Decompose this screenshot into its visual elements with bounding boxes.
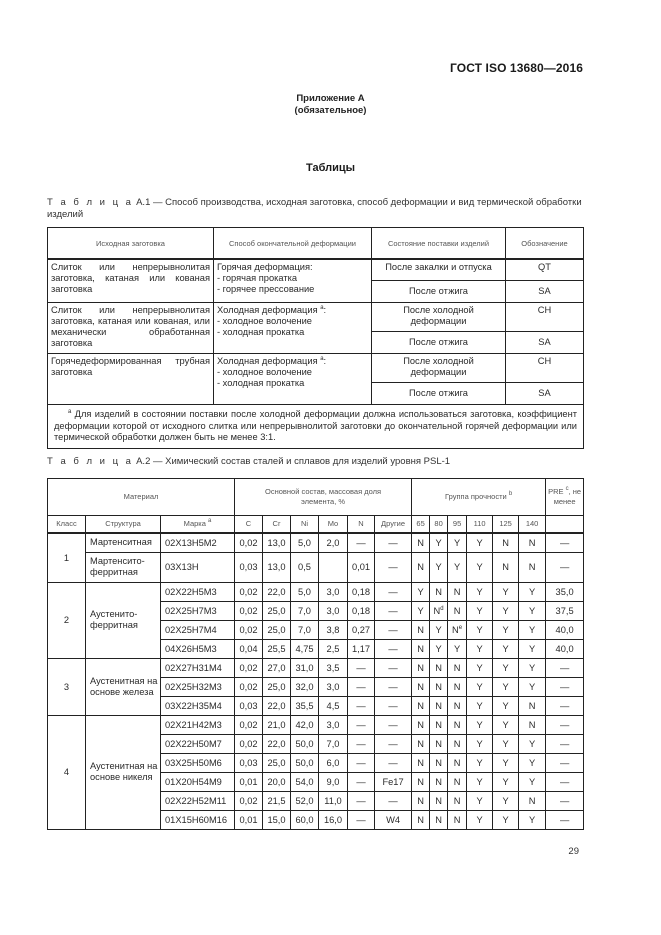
cr-cell: 22,0 [263, 582, 291, 601]
header-grade: Марка $^a$ [161, 516, 235, 533]
mo-cell: 3,0 [319, 715, 348, 734]
source-cell: Слиток или непрерывнолитая заготовка, катаная или кованая заготовка [48, 259, 214, 303]
state-cell: После отжига [372, 281, 506, 303]
group-95-cell: N [448, 753, 467, 772]
deformation-cell [214, 259, 372, 303]
group-65-cell: N [412, 810, 430, 829]
group-140-cell: Y [519, 582, 546, 601]
group-80-cell: N [430, 753, 448, 772]
n-cell: 0,18 [348, 582, 375, 601]
group-125-cell: Y [493, 620, 519, 639]
grade-cell: 02Х22Н52М11 [161, 791, 235, 810]
deformation-cell: Холодная деформация $^a$: - холодное волочение - холодная прокатка [214, 303, 372, 354]
group-125-cell: Y [493, 734, 519, 753]
annex-title: Приложение А [296, 93, 365, 104]
group-95-cell: N [448, 696, 467, 715]
header-element-mo: Mo [319, 516, 348, 533]
table-row [48, 259, 584, 281]
grade-cell: 02Х25Н32М3 [161, 677, 235, 696]
n-cell: — [348, 734, 375, 753]
pre-cell: — [546, 696, 584, 715]
grade-cell: 02Х25Н7М3 [161, 601, 235, 620]
col-header-source: Исходная заготовка [48, 228, 214, 260]
group-110-cell: Y [467, 772, 493, 791]
group-80-cell: N [430, 715, 448, 734]
state-cell: После закалки и отпуска [372, 259, 506, 281]
group-65-cell: Y [412, 601, 430, 620]
grade-cell: 02Х21Н42М3 [161, 715, 235, 734]
group-140-cell: Y [519, 772, 546, 791]
col-header-deformation: Способ окончательной деформации [214, 228, 372, 260]
pre-cell: 35,0 [546, 582, 584, 601]
c-cell: 0,03 [235, 753, 263, 772]
cr-cell: 25,0 [263, 753, 291, 772]
pre-cell: — [546, 658, 584, 677]
n-cell: 0,01 [348, 552, 375, 582]
mo-cell: 9,0 [319, 772, 348, 791]
group-125-cell: Y [493, 715, 519, 734]
mo-cell: 11,0 [319, 791, 348, 810]
group-80-cell: N [430, 582, 448, 601]
pre-cell: — [546, 772, 584, 791]
group-80-cell: N [430, 810, 448, 829]
grade-cell: 03Х13Н [161, 552, 235, 582]
group-110-cell: Y [467, 658, 493, 677]
ni-cell: 35,5 [291, 696, 319, 715]
group-110-cell: Y [467, 601, 493, 620]
group-80-cell: N [430, 772, 448, 791]
group-110-cell: Y [467, 810, 493, 829]
group-125-cell: Y [493, 658, 519, 677]
other-cell: — [375, 620, 412, 639]
group-110-cell: Y [467, 582, 493, 601]
group-80-cell: N [430, 791, 448, 810]
deformation-item: - горячее прессование [217, 284, 315, 294]
cr-cell: 21,0 [263, 715, 291, 734]
grade-cell: 01Х20Н54М9 [161, 772, 235, 791]
class-cell: 2 [48, 582, 86, 658]
class-cell: 1 [48, 533, 86, 583]
code-cell: SA [506, 383, 584, 405]
col-header-state: Состояние поставки изделий [372, 228, 506, 260]
header-group-125: 125 [493, 516, 519, 533]
ni-cell: 42,0 [291, 715, 319, 734]
other-cell: — [375, 601, 412, 620]
table-row [48, 533, 584, 553]
cr-cell: 25,0 [263, 620, 291, 639]
other-cell: Fe17 [375, 772, 412, 791]
code-cell: QT [506, 259, 584, 281]
group-65-cell: N [412, 677, 430, 696]
caption-text: А.1 — Способ производства, исходная заготовка, способ деформации и вид термической обработки изделий [47, 197, 582, 220]
table-a2-caption [47, 456, 583, 468]
header-element-ni: Ni [291, 516, 319, 533]
n-cell: — [348, 715, 375, 734]
cr-cell: 22,0 [263, 696, 291, 715]
group-125-cell: Y [493, 601, 519, 620]
mo-cell: 2,5 [319, 639, 348, 658]
header-group-140: 140 [519, 516, 546, 533]
footnote-row [48, 405, 584, 449]
structure-cell: Аустенитная на основе никеля [86, 715, 161, 829]
cr-cell: 25,5 [263, 639, 291, 658]
pre-cell: 40,0 [546, 639, 584, 658]
other-cell: — [375, 533, 412, 553]
source-cell: Слиток или непрерывнолитая заготовка, катаная или кованая, или механически обработанная заготовка [48, 303, 214, 354]
mo-cell: 3,0 [319, 601, 348, 620]
grade-cell: 02Х27Н31М4 [161, 658, 235, 677]
group-110-cell: Y [467, 696, 493, 715]
group-95-cell: $N^e$ [448, 620, 467, 639]
cr-cell: 27,0 [263, 658, 291, 677]
ni-cell: 50,0 [291, 734, 319, 753]
pre-cell: — [546, 533, 584, 553]
group-95-cell: N [448, 810, 467, 829]
mo-cell: 2,0 [319, 533, 348, 553]
mo-cell: 3,0 [319, 677, 348, 696]
grade-cell: 03Х25Н50М6 [161, 753, 235, 772]
state-cell: После холодной деформации [372, 303, 506, 332]
group-80-cell: Y [430, 533, 448, 553]
group-110-cell: Y [467, 715, 493, 734]
footnote-mark: a [68, 409, 72, 415]
table-a1-footnote [48, 405, 584, 449]
n-cell: — [348, 753, 375, 772]
table-row [48, 303, 584, 332]
group-140-cell: N [519, 533, 546, 553]
source-cell: Горячедеформированная трубная заготовка [48, 354, 214, 405]
group-125-cell: Y [493, 677, 519, 696]
cr-cell: 21,5 [263, 791, 291, 810]
group-140-cell: Y [519, 639, 546, 658]
grade-cell: 03Х22Н35М4 [161, 696, 235, 715]
deformation-item: - холодная прокатка [217, 378, 305, 388]
ni-cell: 7,0 [291, 620, 319, 639]
state-cell: После холодной деформации [372, 354, 506, 383]
deformation-title: Горячая деформация: [217, 262, 313, 272]
c-cell: 0,01 [235, 810, 263, 829]
group-65-cell: N [412, 552, 430, 582]
table-row [48, 715, 584, 734]
group-80-cell: N [430, 677, 448, 696]
header-material: Материал [48, 479, 235, 516]
ni-cell: 50,0 [291, 753, 319, 772]
other-cell: — [375, 734, 412, 753]
pre-cell: — [546, 810, 584, 829]
group-125-cell: Y [493, 791, 519, 810]
other-cell: — [375, 715, 412, 734]
group-140-cell: Y [519, 734, 546, 753]
col-header-code: Обозначение [506, 228, 584, 260]
header-pre: PRE $^c$, не менее [546, 479, 584, 516]
ni-cell: 5,0 [291, 533, 319, 553]
structure-cell: Мартенсито-ферритная [86, 552, 161, 582]
cr-cell: 13,0 [263, 552, 291, 582]
group-140-cell: Y [519, 810, 546, 829]
group-125-cell: Y [493, 639, 519, 658]
other-cell: — [375, 658, 412, 677]
c-cell: 0,02 [235, 620, 263, 639]
header-pre-empty [546, 516, 584, 533]
group-65-cell: N [412, 658, 430, 677]
c-cell: 0,02 [235, 658, 263, 677]
deformation-item: - холодное волочение [217, 316, 312, 326]
grade-cell: 02Х22Н50М7 [161, 734, 235, 753]
group-95-cell: N [448, 677, 467, 696]
other-cell: — [375, 791, 412, 810]
table-row [48, 552, 584, 582]
group-110-cell: Y [467, 639, 493, 658]
header-class: Класс [48, 516, 86, 533]
group-65-cell: N [412, 791, 430, 810]
group-110-cell: Y [467, 552, 493, 582]
table-a1 [47, 227, 584, 449]
group-65-cell: N [412, 715, 430, 734]
group-65-cell: N [412, 533, 430, 553]
header-group-110: 110 [467, 516, 493, 533]
pre-cell: — [546, 791, 584, 810]
mo-cell: 6,0 [319, 753, 348, 772]
n-cell: — [348, 791, 375, 810]
header-group-80: 80 [430, 516, 448, 533]
table-a2 [47, 478, 584, 830]
header-group-95: 95 [448, 516, 467, 533]
group-65-cell: N [412, 772, 430, 791]
c-cell: 0,02 [235, 734, 263, 753]
header-element-cr: Cr [263, 516, 291, 533]
page-number: 29 [568, 846, 579, 857]
header-group-65: 65 [412, 516, 430, 533]
group-95-cell: N [448, 715, 467, 734]
structure-cell: Аустенито-ферритная [86, 582, 161, 658]
header-composition: Основной состав, массовая доля элемента, % [235, 479, 412, 516]
grade-cell: 02Х22Н5М3 [161, 582, 235, 601]
cr-cell: 25,0 [263, 677, 291, 696]
other-cell: W4 [375, 810, 412, 829]
ni-cell: 0,5 [291, 552, 319, 582]
group-65-cell: N [412, 620, 430, 639]
structure-cell: Мартенситная [86, 533, 161, 553]
group-110-cell: Y [467, 753, 493, 772]
group-110-cell: Y [467, 791, 493, 810]
group-65-cell: N [412, 734, 430, 753]
n-cell: — [348, 677, 375, 696]
c-cell: 0,01 [235, 772, 263, 791]
section-title: Таблицы [306, 162, 355, 174]
group-140-cell: N [519, 715, 546, 734]
table-row [48, 658, 584, 677]
group-95-cell: Y [448, 552, 467, 582]
group-110-cell: Y [467, 734, 493, 753]
group-80-cell: Y [430, 620, 448, 639]
mo-cell: 3,8 [319, 620, 348, 639]
group-80-cell: N [430, 658, 448, 677]
group-80-cell: N [430, 734, 448, 753]
ni-cell: 4,75 [291, 639, 319, 658]
c-cell: 0,03 [235, 696, 263, 715]
group-110-cell: Y [467, 677, 493, 696]
ni-cell: 54,0 [291, 772, 319, 791]
header-element-other: Другие [375, 516, 412, 533]
class-cell: 4 [48, 715, 86, 829]
n-cell: — [348, 658, 375, 677]
c-cell: 0,02 [235, 601, 263, 620]
group-95-cell: Y [448, 533, 467, 553]
n-cell: — [348, 772, 375, 791]
pre-cell: 37,5 [546, 601, 584, 620]
pre-cell: 40,0 [546, 620, 584, 639]
header-element-c: C [235, 516, 263, 533]
other-cell: — [375, 552, 412, 582]
c-cell: 0,02 [235, 533, 263, 553]
ni-cell: 52,0 [291, 791, 319, 810]
other-cell: — [375, 753, 412, 772]
group-65-cell: Y [412, 582, 430, 601]
group-140-cell: Y [519, 620, 546, 639]
mo-cell: 7,0 [319, 734, 348, 753]
n-cell: 0,18 [348, 601, 375, 620]
group-95-cell: N [448, 658, 467, 677]
pre-cell: — [546, 677, 584, 696]
group-140-cell: N [519, 696, 546, 715]
n-cell: — [348, 533, 375, 553]
other-cell: — [375, 677, 412, 696]
group-140-cell: Y [519, 677, 546, 696]
group-65-cell: N [412, 696, 430, 715]
pre-cell: — [546, 715, 584, 734]
deformation-cell: Холодная деформация $^a$: - холодное волочение - холодная прокатка [214, 354, 372, 405]
group-95-cell: N [448, 791, 467, 810]
cr-cell: 20,0 [263, 772, 291, 791]
deformation-item: - холодное волочение [217, 367, 312, 377]
n-cell: — [348, 810, 375, 829]
group-140-cell: Y [519, 658, 546, 677]
grade-cell: 02Х13Н5М2 [161, 533, 235, 553]
group-80-cell: N [430, 696, 448, 715]
header-strength-group: Группа прочности $^b$ [412, 479, 546, 516]
group-65-cell: N [412, 753, 430, 772]
group-65-cell: N [412, 639, 430, 658]
ni-cell: 5,0 [291, 582, 319, 601]
other-cell: — [375, 696, 412, 715]
n-cell: 1,17 [348, 639, 375, 658]
mo-cell: 3,5 [319, 658, 348, 677]
n-cell: — [348, 696, 375, 715]
group-125-cell: Y [493, 582, 519, 601]
c-cell: 0,02 [235, 791, 263, 810]
group-95-cell: Y [448, 639, 467, 658]
deformation-item: - холодная прокатка [217, 327, 305, 337]
structure-cell: Аустенитная на основе железа [86, 658, 161, 715]
group-80-cell: $N^d$ [430, 601, 448, 620]
group-80-cell: Y [430, 552, 448, 582]
code-cell: SA [506, 332, 584, 354]
code-cell: CH [506, 354, 584, 383]
group-95-cell: N [448, 582, 467, 601]
c-cell: 0,04 [235, 639, 263, 658]
group-140-cell: Y [519, 601, 546, 620]
header-element-n: N [348, 516, 375, 533]
footnote-mark: a [320, 305, 324, 311]
c-cell: 0,02 [235, 582, 263, 601]
state-cell: После отжига [372, 332, 506, 354]
cr-cell: 25,0 [263, 601, 291, 620]
grade-cell: 02Х25Н7М4 [161, 620, 235, 639]
group-95-cell: N [448, 772, 467, 791]
n-cell: 0,27 [348, 620, 375, 639]
group-110-cell: Y [467, 533, 493, 553]
mo-cell: 16,0 [319, 810, 348, 829]
c-cell: 0,03 [235, 552, 263, 582]
mo-cell: 4,5 [319, 696, 348, 715]
table-row [48, 354, 584, 383]
grade-cell: 01Х15Н60М16 [161, 810, 235, 829]
standard-code: ГОСТ ISO 13680—2016 [450, 61, 583, 75]
group-140-cell: Y [519, 753, 546, 772]
deformation-title: Холодная деформация [217, 356, 318, 366]
caption-text: А.2 — Химический состав сталей и сплавов для изделий уровня PSL-1 [136, 456, 451, 467]
ni-cell: 60,0 [291, 810, 319, 829]
code-cell: CH [506, 303, 584, 332]
ni-cell: 32,0 [291, 677, 319, 696]
header-structure: Структура [86, 516, 161, 533]
caption-prefix: Т а б л и ц а [47, 456, 134, 467]
group-125-cell: N [493, 533, 519, 553]
pre-cell: — [546, 753, 584, 772]
cr-cell: 15,0 [263, 810, 291, 829]
table-a1-caption [47, 197, 583, 221]
pre-cell: — [546, 552, 584, 582]
group-125-cell: Y [493, 696, 519, 715]
c-cell: 0,02 [235, 715, 263, 734]
footnote-mark: a [320, 356, 324, 362]
group-140-cell: N [519, 791, 546, 810]
state-cell: После отжига [372, 383, 506, 405]
group-125-cell: Y [493, 772, 519, 791]
group-110-cell: Y [467, 620, 493, 639]
ni-cell: 31,0 [291, 658, 319, 677]
group-80-cell: Y [430, 639, 448, 658]
class-cell: 3 [48, 658, 86, 715]
group-140-cell: N [519, 552, 546, 582]
deformation-title: Холодная деформация [217, 305, 318, 315]
other-cell: — [375, 582, 412, 601]
caption-prefix: Т а б л и ц а [47, 197, 134, 208]
mo-cell: 3,0 [319, 582, 348, 601]
group-125-cell: Y [493, 810, 519, 829]
group-95-cell: N [448, 734, 467, 753]
pre-cell: — [546, 734, 584, 753]
grade-cell: 04Х26Н5М3 [161, 639, 235, 658]
ni-cell: 7,0 [291, 601, 319, 620]
footnote-text: Для изделий в состоянии поставки после холодной деформации должна использоваться заготовка, коэффициент деформации которой от исходного слитка или непрерывнолитой заготовки до окончательной горячей деформации или термической обработки должен быть не менее 3:1. [54, 409, 577, 442]
c-cell: 0,02 [235, 677, 263, 696]
group-125-cell: Y [493, 753, 519, 772]
mo-cell [319, 552, 348, 582]
deformation-item: - горячая прокатка [217, 273, 298, 283]
annex-status: (обязательное) [294, 105, 367, 116]
cr-cell: 13,0 [263, 533, 291, 553]
cr-cell: 22,0 [263, 734, 291, 753]
code-cell: SA [506, 281, 584, 303]
group-125-cell: N [493, 552, 519, 582]
other-cell: — [375, 639, 412, 658]
table-row [48, 582, 584, 601]
group-95-cell: N [448, 601, 467, 620]
